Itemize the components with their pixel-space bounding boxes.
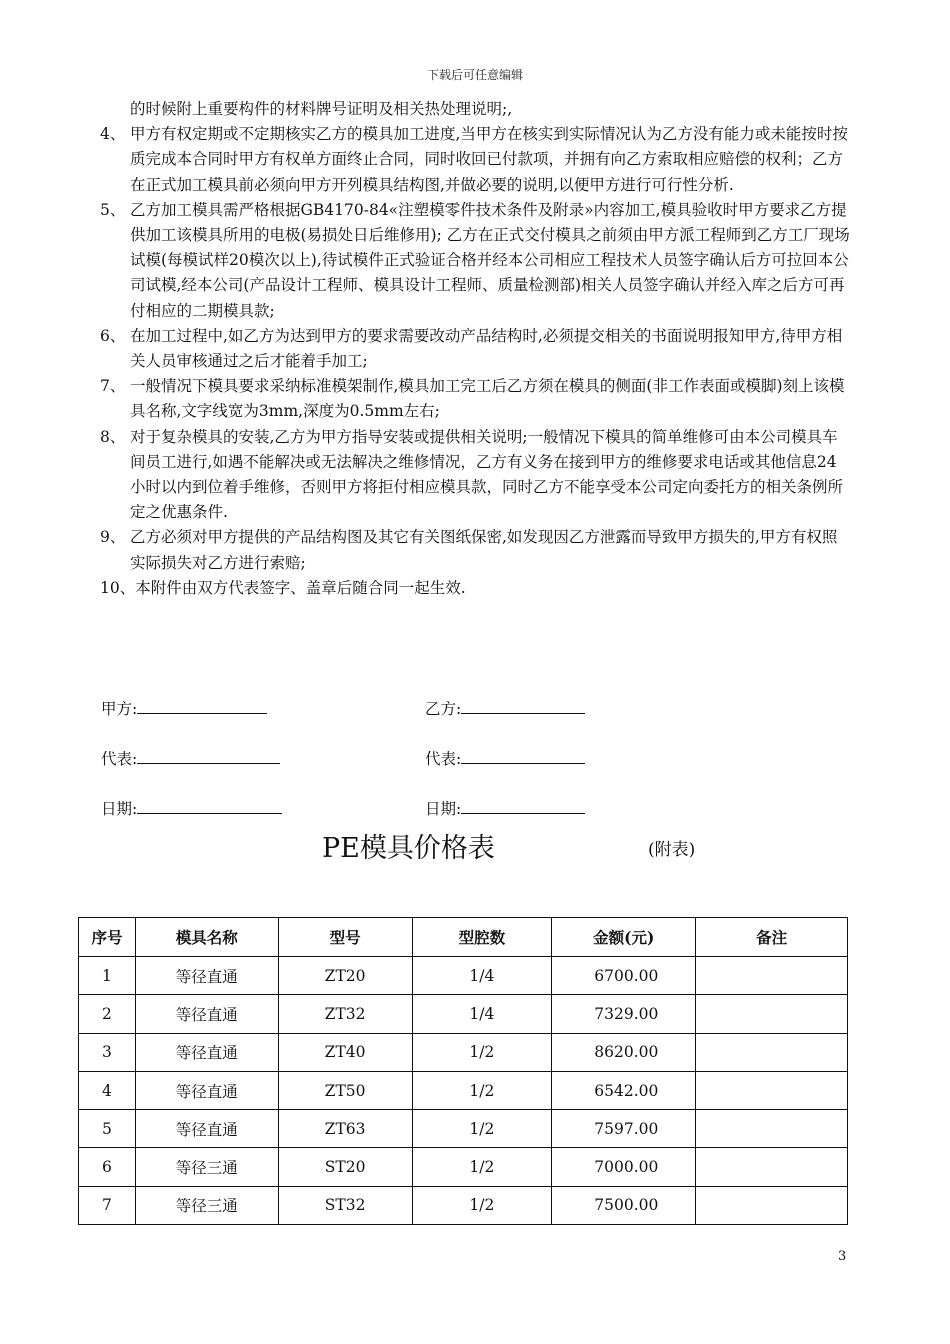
cell-index: 6 [79, 1148, 136, 1186]
cell-index: 2 [79, 995, 136, 1033]
col-header-remarks: 备注 [696, 918, 848, 957]
clause-continuation [100, 97, 850, 122]
clause-text: 本附件由双方代表签字、盖章后随合同一起生效. [135, 578, 466, 597]
date-a-label: 日期: [101, 800, 138, 818]
cell-model: ST20 [278, 1148, 412, 1186]
clause-number: 8、 [100, 427, 126, 446]
party-a-label: 甲方: [101, 700, 138, 718]
date-b-signature [425, 797, 585, 819]
cell-amount: 8620.00 [552, 1033, 696, 1071]
cell-amount: 6700.00 [552, 957, 696, 995]
page-number: 3 [838, 1249, 847, 1264]
cell-cavities: 1/2 [412, 1071, 552, 1109]
cell-name: 等径直通 [135, 995, 278, 1033]
cell-index: 3 [79, 1033, 136, 1071]
price-table-title: PE模具价格表 [322, 833, 495, 864]
cell-cavities: 1/4 [412, 995, 552, 1033]
clause-7 [100, 374, 850, 424]
page-header: 下载后可任意编辑 [426, 68, 523, 82]
table-header-row [79, 918, 848, 957]
cell-remarks [696, 1071, 848, 1109]
clause-text: 对于复杂模具的安装,乙方为甲方指导安装或提供相关说明;一般情况下模具的简单维修可由本公司模具车间员工进行,如遇不能解决或无法解决之维修情况，乙方有义务在接到甲方的维修要求电话或其他信息24小时以内到位着手维修，否则甲方将拒付相应模具款，同时乙方不能享受本公司定向委托方的相关条例所定之优惠条件. [130, 427, 844, 522]
rep-b-signature [425, 747, 585, 769]
cell-index: 7 [79, 1186, 136, 1224]
clause-6 [100, 324, 850, 374]
col-header-name: 模具名称 [135, 918, 278, 957]
cell-model: ZT40 [278, 1033, 412, 1071]
cell-remarks [696, 1148, 848, 1186]
clause-text: 乙方必须对甲方提供的产品结构图及其它有关图纸保密,如发现因乙方泄露而导致甲方损失的,甲方有权照实际损失对乙方进行索赔; [130, 528, 838, 572]
contract-clauses [100, 97, 850, 601]
cell-remarks [696, 1033, 848, 1071]
cell-cavities: 1/2 [412, 1110, 552, 1148]
col-header-model: 型号 [278, 918, 412, 957]
col-header-index: 序号 [79, 918, 136, 957]
col-header-cavities: 型腔数 [412, 918, 552, 957]
clause-4 [100, 122, 850, 198]
cell-remarks [696, 957, 848, 995]
cell-amount: 7000.00 [552, 1148, 696, 1186]
table-row [79, 1033, 848, 1071]
cell-index: 5 [79, 1110, 136, 1148]
rep-a-blank[interactable] [137, 749, 280, 764]
cell-index: 1 [79, 957, 136, 995]
cell-remarks [696, 1186, 848, 1224]
clause-number: 4、 [100, 125, 126, 144]
cell-name: 等径直通 [135, 1033, 278, 1071]
clause-text: 一般情况下模具要求采纳标准模架制作,模具加工完工后乙方须在模具的侧面(非工作表面或模脚)刻上该模具名称,文字线宽为3mm,深度为0.5mm左右; [130, 377, 845, 421]
cell-model: ST32 [278, 1186, 412, 1224]
appendix-note: (附表) [648, 840, 696, 860]
cell-name: 等径直通 [135, 1110, 278, 1148]
cell-remarks [696, 1110, 848, 1148]
cell-model: ZT20 [278, 957, 412, 995]
cell-amount: 7500.00 [552, 1186, 696, 1224]
clause-text: 的时候附上重要构件的材料牌号证明及相关热处理说明;, [130, 100, 513, 118]
cell-cavities: 1/2 [412, 1148, 552, 1186]
clause-text: 在加工过程中,如乙方为达到甲方的要求需要改动产品结构时,必须提交相关的书面说明报知甲方,待甲方相关人员审核通过之后才能着手加工; [130, 326, 843, 371]
clause-number: 5、 [100, 200, 126, 219]
cell-amount: 6542.00 [552, 1071, 696, 1109]
rep-a-signature [101, 747, 280, 769]
clause-text: 乙方加工模具需严格根据GB4170-84«注塑模零件技术条件及附录»内容加工,模具验收时甲方要求乙方提供加工该模具所用的电极(易损处日后维修用); 乙方在正式交付模具之前须由甲方派工程师到乙方工厂现场试模(每模试样20模次以上),待试模件正式验证合格并经本公司相应工程技术人员签字确认后方可拉回本公司试模,经本公司(产品设计工程师、模具设计工程师、质量检测部)相关人员签字确认并经入库之后方可再付相应的二期模具款; [130, 200, 850, 320]
clause-number: 6、 [100, 326, 126, 345]
clause-5 [100, 198, 850, 324]
cell-remarks [696, 995, 848, 1033]
party-a-blank[interactable] [137, 699, 267, 714]
cell-cavities: 1/4 [412, 957, 552, 995]
cell-name: 等径三通 [135, 1186, 278, 1224]
cell-cavities: 1/2 [412, 1186, 552, 1224]
clause-text: 甲方有权定期或不定期核实乙方的模具加工进度,当甲方在核实到实际情况认为乙方没有能力或未能按时按质完成本合同时甲方有权单方面终止合同，同时收回已付款项，并拥有向乙方索取相应赔偿的权利；乙方在正式加工模具前必须向甲方开列模具结构图,并做必要的说明,以便甲方进行可行性分析. [130, 125, 848, 194]
date-b-blank[interactable] [461, 799, 585, 814]
clause-number: 7、 [100, 377, 126, 396]
table-row [79, 995, 848, 1033]
rep-b-label: 代表: [425, 750, 462, 768]
cell-name: 等径直通 [135, 957, 278, 995]
date-a-blank[interactable] [137, 799, 282, 814]
date-a-signature [101, 797, 282, 819]
clause-number: 10、 [100, 578, 136, 597]
cell-name: 等径直通 [135, 1071, 278, 1109]
cell-model: ZT50 [278, 1071, 412, 1109]
col-header-amount: 金额(元) [552, 918, 696, 957]
party-b-signature [425, 697, 585, 719]
rep-b-blank[interactable] [461, 749, 585, 764]
date-b-label: 日期: [425, 800, 462, 818]
cell-amount: 7329.00 [552, 995, 696, 1033]
table-row [79, 1110, 848, 1148]
cell-cavities: 1/2 [412, 1033, 552, 1071]
cell-index: 4 [79, 1071, 136, 1109]
table-row [79, 957, 848, 995]
clause-8 [100, 425, 850, 526]
clause-9 [100, 525, 850, 575]
price-table [78, 917, 848, 1225]
cell-model: ZT63 [278, 1110, 412, 1148]
rep-a-label: 代表: [101, 750, 138, 768]
table-row [79, 1148, 848, 1186]
party-a-signature [101, 697, 267, 719]
cell-model: ZT32 [278, 995, 412, 1033]
party-b-label: 乙方: [425, 700, 462, 718]
table-row [79, 1071, 848, 1109]
table-row [79, 1186, 848, 1224]
clause-10 [100, 576, 850, 601]
cell-amount: 7597.00 [552, 1110, 696, 1148]
clause-number: 9、 [100, 528, 126, 547]
cell-name: 等径三通 [135, 1148, 278, 1186]
party-b-blank[interactable] [461, 699, 585, 714]
